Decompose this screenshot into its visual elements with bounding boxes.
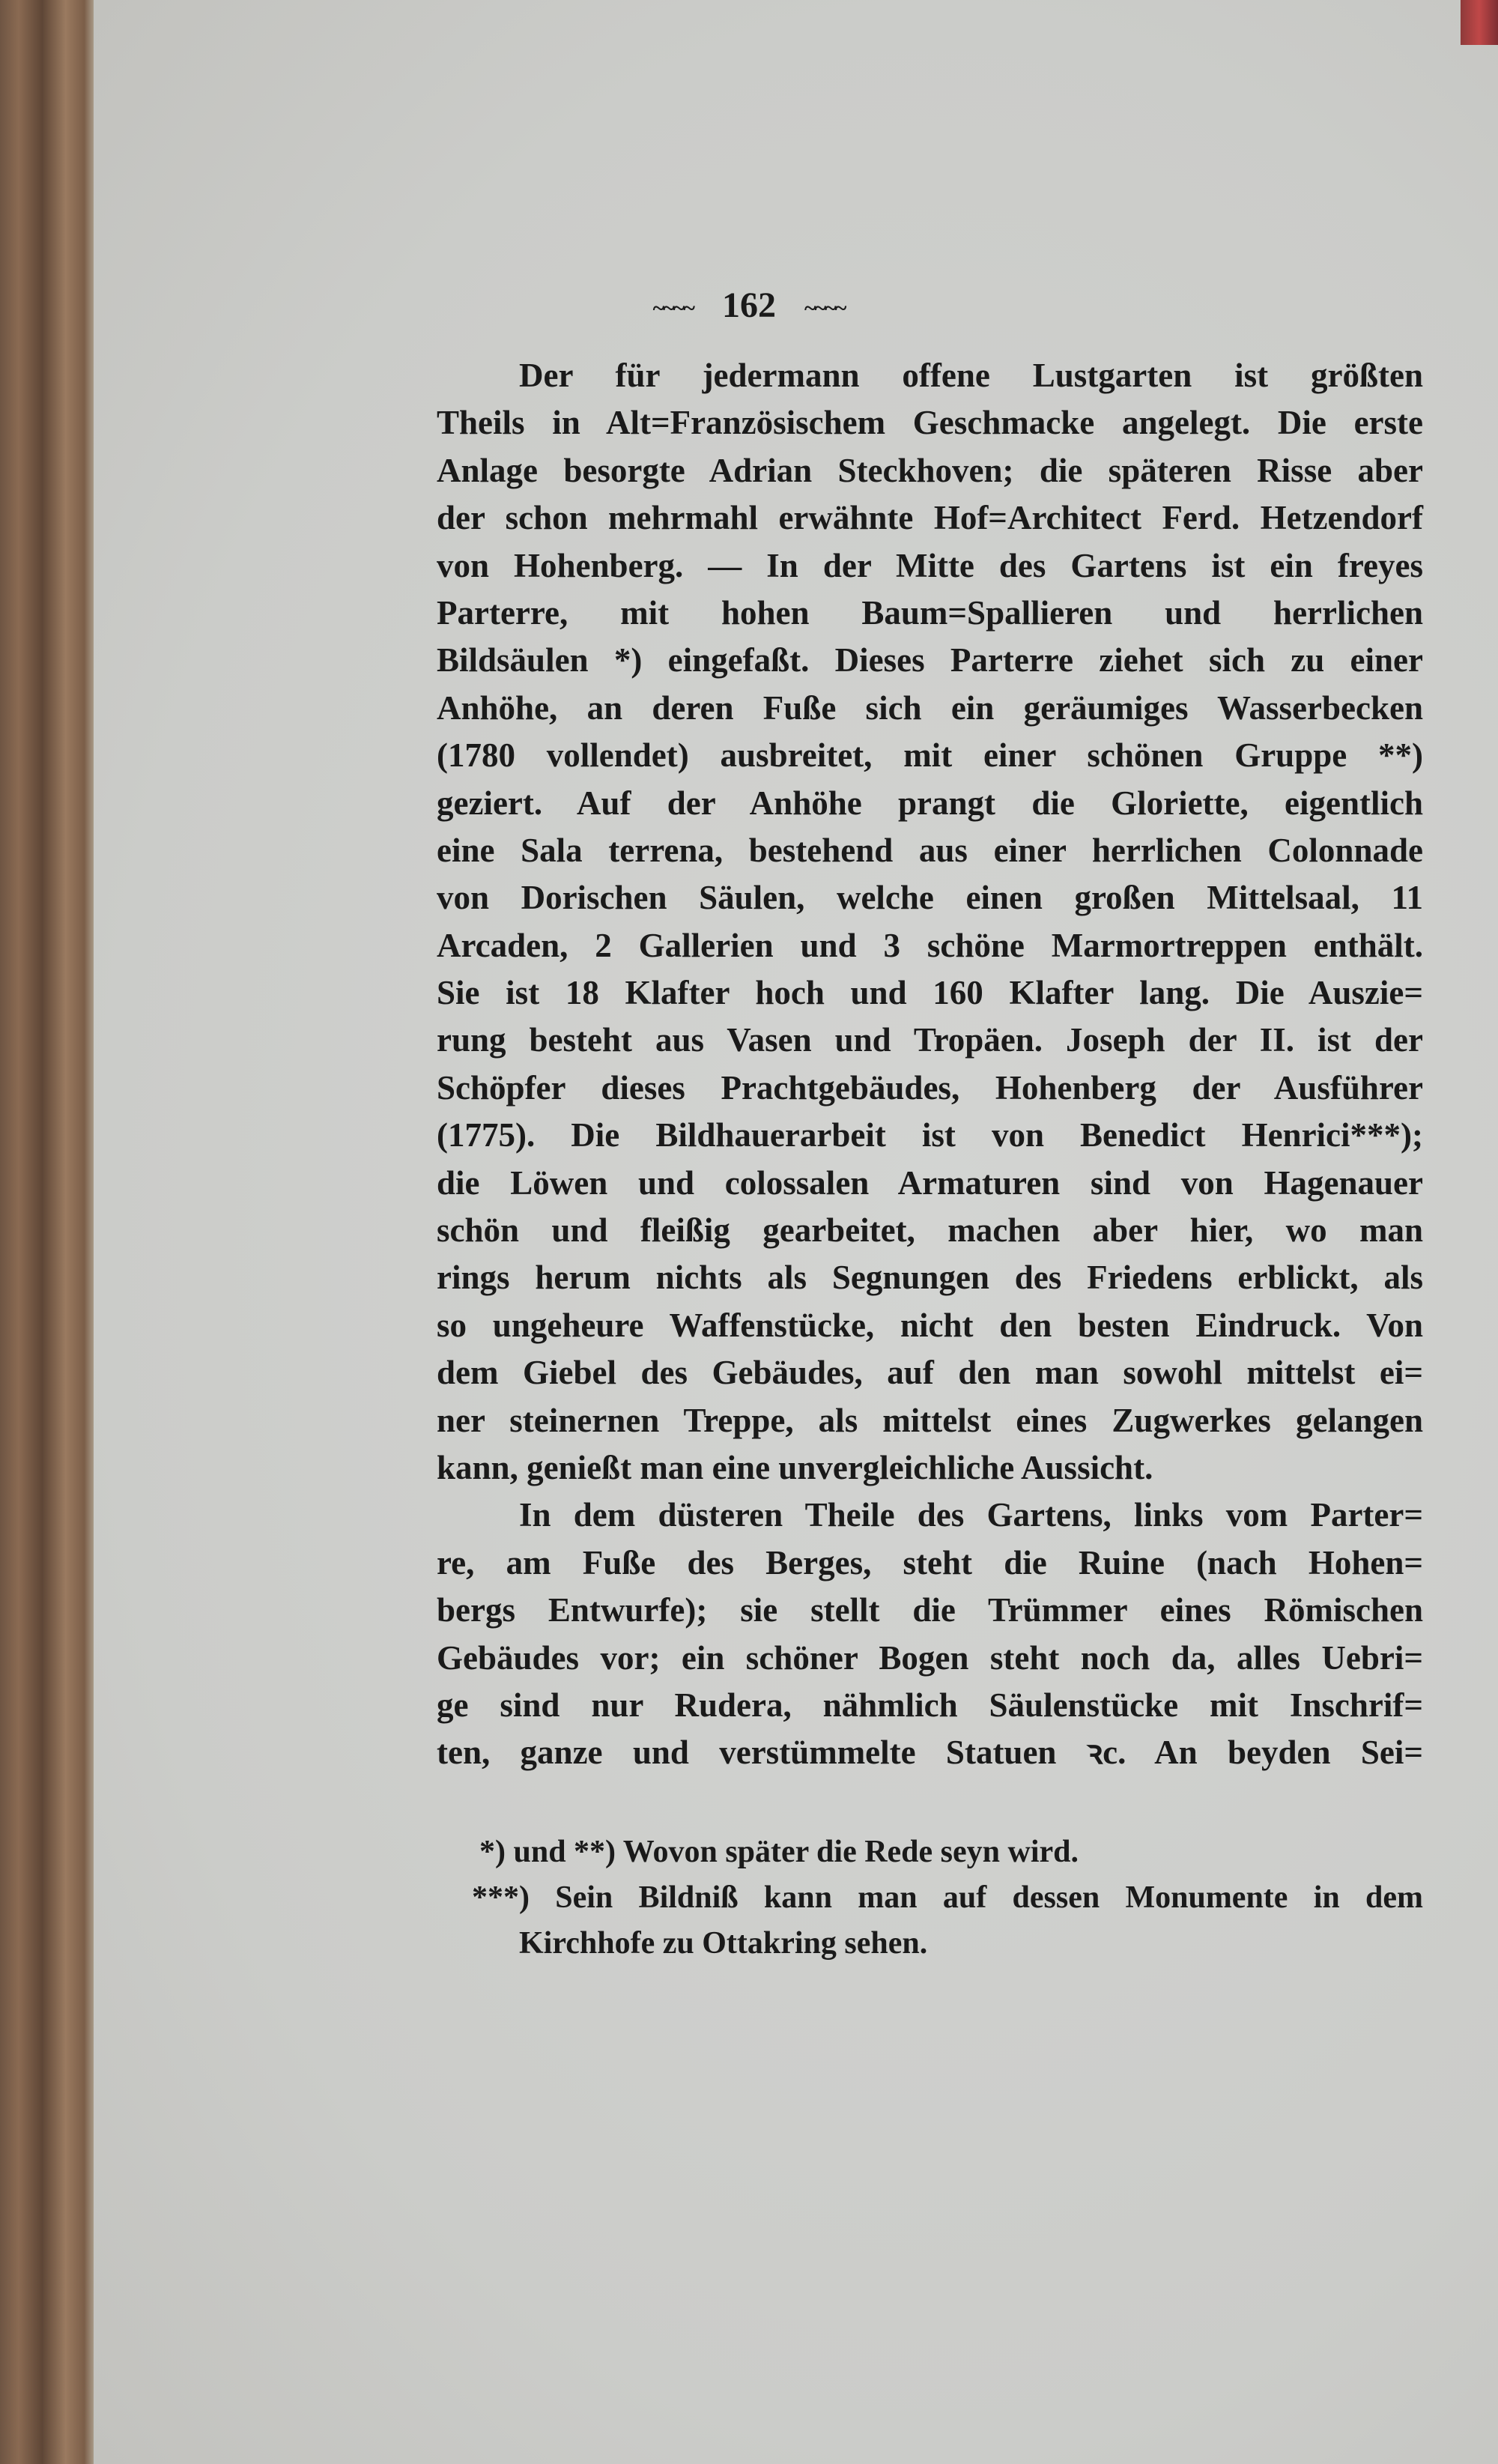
footnote-line: ***) Sein Bildniß kann man auf dessen Monumente in dem [472, 1880, 1423, 1915]
footnote-line: *) und **) Wovon später die Rede seyn wird. [479, 1835, 1079, 1869]
text-line: Der für jedermann offene Lustgarten ist größten [519, 357, 1423, 394]
ornament-left: ~~~~ [652, 295, 694, 321]
book-edge [0, 0, 94, 2464]
text-line: re, am Fuße des Berges, steht die Ruine (nach Hohen= [437, 1543, 1423, 1581]
text-line: von Dorischen Säulen, welche einen großen Mittelsaal, 11 [437, 879, 1423, 917]
text-line: bergs Entwurfe); sie stellt die Trümmer eines Römischen [437, 1591, 1423, 1629]
text-line: rings herum nichts als Segnungen des Friedens erblickt, als [437, 1259, 1423, 1297]
text-line: Anhöhe, an deren Fuße sich ein geräumiges Wasserbecken [437, 688, 1423, 727]
text-line: Schöpfer dieses Prachtgebäudes, Hohenberg der Ausführer [437, 1068, 1423, 1107]
text-line: eine Sala terrena, bestehend aus einer herrlichen Colonnade [437, 831, 1423, 869]
text-line: schön und fleißig gearbeitet, machen aber hier, wo man [437, 1211, 1423, 1250]
text-line: (1775). Die Bildhauerarbeit ist von Benedict Henrici***); [437, 1116, 1423, 1154]
ornament-right: ~~~~ [804, 295, 846, 321]
text-line: In dem düsteren Theile des Gartens, links vom Parter= [519, 1496, 1423, 1534]
text-line: geziert. Auf der Anhöhe prangt die Gloriette, eigentlich [437, 784, 1423, 822]
footnote-line: Kirchhofe zu Ottakring sehen. [519, 1926, 928, 1961]
text-line: ge sind nur Rudera, nähmlich Säulenstücke mit Inschrif= [437, 1686, 1423, 1724]
text-line: ten, ganze und verstümmelte Statuen ꝛc. An beyden Sei= [437, 1734, 1423, 1772]
text-line: Parterre, mit hohen Baum=Spallieren und herrlichen [437, 593, 1423, 632]
text-line: Theils in Alt=Französischem Geschmacke angelegt. Die erste [437, 404, 1423, 442]
text-line: Anlage besorgte Adrian Steckhoven; die späteren Risse aber [437, 451, 1423, 489]
text-line: der schon mehrmahl erwähnte Hof=Architect Ferd. Hetzendorf [437, 499, 1423, 537]
text-line: die Löwen und colossalen Armaturen sind von Hagenauer [437, 1163, 1423, 1202]
text-line: kann, genießt man eine unvergleichliche Aussicht. [437, 1448, 1153, 1486]
text-line: Gebäudes vor; ein schöner Bogen steht noch da, alles Uebri= [437, 1638, 1423, 1677]
text-line: so ungeheure Waffenstücke, nicht den besten Eindruck. Von [437, 1306, 1423, 1344]
text-line: (1780 vollendet) ausbreitet, mit einer schönen Gruppe **) [437, 736, 1423, 775]
text-line: von Hohenberg. — In der Mitte des Gartens ist ein freyes [437, 546, 1423, 584]
text-line: dem Giebel des Gebäudes, auf den man sowohl mittelst ei= [437, 1354, 1423, 1392]
body-text [437, 352, 1423, 1777]
page-header [0, 285, 1498, 326]
page-number: 162 [722, 285, 776, 325]
text-line: Bildsäulen *) eingefaßt. Dieses Parterre ziehet sich zu einer [437, 641, 1423, 679]
footnotes [437, 1829, 1423, 1967]
book-spine-corner [1461, 0, 1498, 45]
text-line: rung besteht aus Vasen und Tropäen. Joseph der II. ist der [437, 1021, 1423, 1059]
text-line: Arcaden, 2 Gallerien und 3 schöne Marmortreppen enthält. [437, 926, 1423, 964]
text-line: ner steinernen Treppe, als mittelst eines Zugwerkes gelangen [437, 1401, 1423, 1439]
text-line: Sie ist 18 Klafter hoch und 160 Klafter lang. Die Auszie= [437, 974, 1423, 1012]
